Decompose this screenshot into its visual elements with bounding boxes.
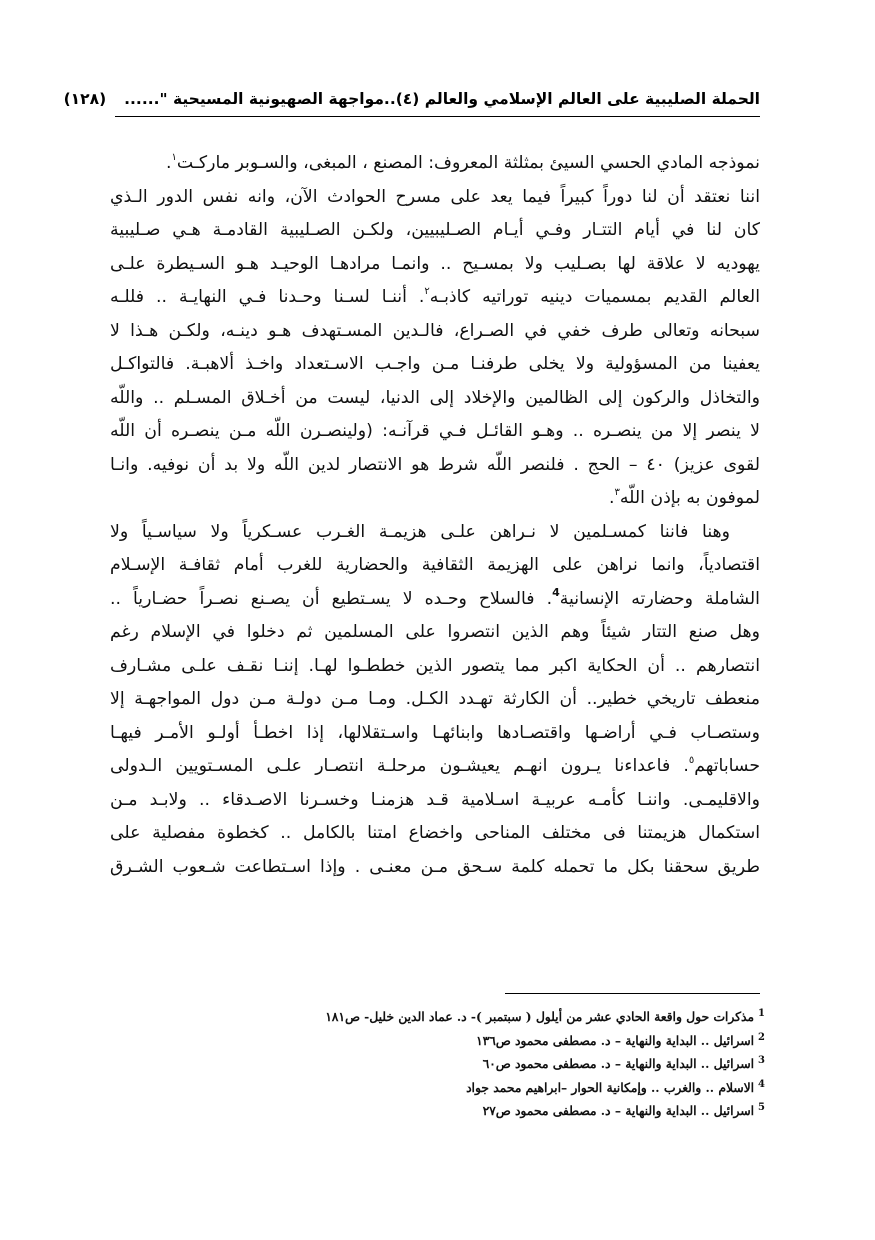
footnote-separator	[505, 993, 760, 994]
body-line	[110, 248, 760, 282]
footnote-reference[interactable]: ٣	[614, 487, 620, 498]
body-line	[110, 516, 760, 550]
line-text: سبحانه وتعالى طرف خفي في الصـراع، فالـدين المسـتهدف هـو دينـه، ولكـن هـذا لا	[110, 320, 760, 341]
body-line	[110, 214, 760, 248]
footnote-text: اسرائيل .. البداية والنهاية – د. مصطفى محمود ص١٣٦	[475, 1032, 755, 1048]
footnote-text: اسرائيل .. البداية والنهاية – د. مصطفى محمود ص٢٧	[482, 1103, 755, 1118]
line-text: العالم القديم بمسميات دينيه توراتيه كاذبـه	[429, 287, 760, 307]
line-text: وستصـاب فـي أراضـها واقتصـادها وابنائهـا واسـتقلالها، إذا اخطـأ أولـو الأمـر فيهـا	[110, 722, 760, 743]
line-text: وهنا فاننا كمسـلمين لا نـراهن علـى هزيمـة الغـرب عسـكرياً ولا سياسـياً ولا	[110, 521, 730, 542]
body-line	[110, 616, 760, 650]
footnote-number: 2	[758, 1031, 765, 1043]
footnote-number: 3	[758, 1055, 765, 1066]
footnote-item	[200, 1026, 765, 1050]
line-text: استكمال هزيمتنا فى مختلف المناحى واخضاع امتنا بالكامل .. كخطوة مفصلية على	[110, 823, 760, 843]
footnote-reference[interactable]: ١	[171, 152, 177, 163]
footnote-reference[interactable]: ٥	[688, 755, 695, 766]
running-header	[63, 86, 760, 112]
line-text: يهوديه لا علاقة لها بصـليب ولا بمسـيح .. وانمـا مرادهـا الوحيـد هـو السـيطرة علـى	[110, 253, 760, 274]
line-text: اننا نعتقد أن لنا دوراً كبيراً فيما يعد على مسرح الحوادث الآن، وانه نفس الدور الـذي	[110, 186, 760, 207]
footnote-number: 5	[758, 1102, 765, 1113]
footnotes	[200, 1002, 765, 1120]
body-line	[110, 750, 760, 784]
body-line	[110, 482, 760, 516]
line-text-continued: . فالسلاح وحـده لا يسـتطيع أن يصـنع نصـراً حضـارياً ..	[110, 588, 553, 609]
line-text: وهل صنع التتار شيئاً وهم الذين انتصروا على المسلمين ثم دخلوا في الإسلام رغم	[110, 622, 760, 642]
line-text: حساباتهم	[694, 756, 760, 776]
body-line	[110, 382, 760, 416]
footnote-item	[200, 1096, 765, 1120]
line-text: منعطف تاريخي خطير.. أن الكارثة تهـدد الكـل. ومـا مـن دولـة مـن دول المواجهـة إلا	[110, 689, 760, 709]
footnote-item	[200, 1073, 765, 1097]
body-line	[110, 650, 760, 684]
body-line	[110, 348, 760, 382]
footnote-reference[interactable]: ٢	[424, 286, 430, 297]
footnote-number: 4	[758, 1078, 765, 1090]
body-line	[110, 851, 760, 885]
body-text	[110, 147, 760, 884]
body-line	[110, 415, 760, 449]
footnote-text: مذكرات حول واقعة الحادي عشر من أيلول ( سبتمبر )- د. عماد الدين خليل- ص١٨١	[325, 1009, 755, 1024]
body-line	[110, 717, 760, 751]
body-line	[110, 784, 760, 818]
body-line	[110, 583, 760, 617]
line-text-continued: .	[608, 488, 615, 508]
footnote-text: الاسلام .. والغرب .. وإمكانية الحوار –ابراهيم محمد جواد	[466, 1079, 755, 1095]
body-line	[110, 315, 760, 349]
line-text: والتخاذل والركون إلى الظالمين والإخلاد إلى الدنيا، ليست من أخـلاق المسـلم .. واللّه	[110, 387, 760, 408]
header-title: الحملة الصليبية على العالم الإسلامي والعالم (٤)..مواجهة الصهيونية المسيحية "......	[124, 90, 760, 108]
body-line	[110, 449, 760, 483]
footnote-number: 1	[758, 1008, 765, 1019]
line-text: طريق سحقنا بكل ما تحمله كلمة سـحق مـن معنـى . وإذا اسـتطاعت شـعوب الشـرق	[110, 856, 760, 877]
body-line	[110, 817, 760, 851]
line-text: يعفينا من المسؤولية ولا يخلى طرفنـا مـن واجـب الاسـتعداد واخـذ ألاهبـة. فالتواكـل	[110, 354, 760, 374]
body-line	[110, 683, 760, 717]
line-text: انتصارهم .. أن الحكاية اكبر مما يتصور الذين خططـوا لهـا. إننـا نقـف علـى مشـارف	[110, 655, 760, 676]
line-text-continued: . أننـا لسـنا وحـدنا فـي النهايـة .. فللـه	[110, 287, 425, 307]
line-text: الشاملة وحضارته الإنسانية	[559, 588, 760, 609]
line-text: اقتصادياً، وانما نراهن على الهزيمة الثقافية والحضارية للغرب أمام ثقافـة الإسـلام	[110, 555, 760, 575]
line-text-continued: .	[165, 153, 172, 173]
footnote-text: اسرائيل .. البداية والنهاية – د. مصطفى محمود ص٦٠	[482, 1056, 755, 1071]
body-line	[110, 147, 760, 181]
body-line	[110, 549, 760, 583]
line-text: والاقليمـى. واننـا كأمـه عربيـة اسـلامية قـد هزمنـا وخسـرنا الاصـدقاء .. ولابـد مـن	[110, 789, 760, 810]
line-text-continued: . فاعداءنا يـرون انهـم يعيشـون مرحلـة انتصـار علـى المسـتويين الـدولى	[110, 756, 689, 776]
body-line	[110, 181, 760, 215]
line-text: لا ينصر إلا من ينصـره .. وهـو القائـل فـي قرآنـه: (ولينصـرن اللّه مـن ينصـره أن اللّه	[110, 421, 760, 441]
footnote-reference[interactable]: 4	[552, 585, 560, 599]
line-text: لقوى عزيز) ٤٠ – الحج . فلنصر اللّه شرط هو الانتصار لدين اللّه ولا بد أن نوفيه. وانـا	[110, 454, 760, 475]
body-line	[110, 281, 760, 315]
line-text: لموفون به بإذن اللّه	[619, 488, 760, 508]
footnote-item	[200, 1002, 765, 1026]
header-rule	[115, 116, 760, 117]
footnote-item	[200, 1049, 765, 1073]
line-text: كان لنا في أيام التتـار وفـي أيـام الصـليبيين، ولكـن الصـليبية القادمـة هـي صـليبية	[110, 220, 760, 240]
line-text: نموذجه المادي الحسي السيئ بمثلثة المعروف: المصنع ، المبغى، والسـوبر ماركـت	[176, 153, 760, 173]
page-number: (١٢٨)	[63, 90, 107, 108]
